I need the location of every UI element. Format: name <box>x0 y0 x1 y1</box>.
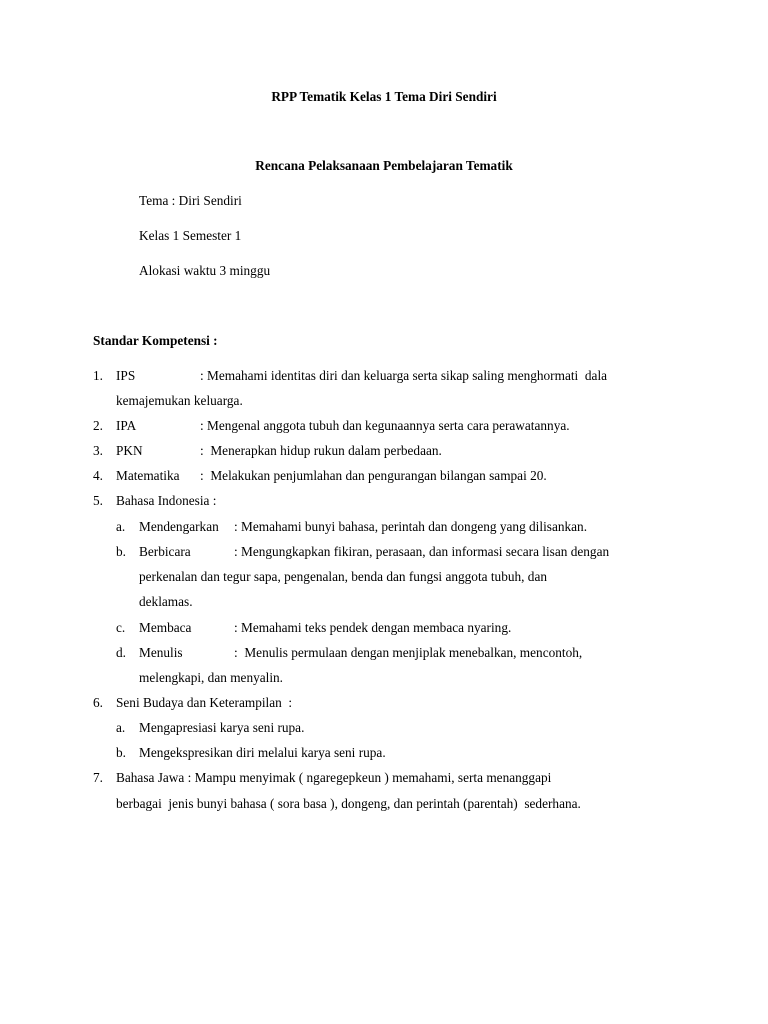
list-item-number: 7. <box>93 770 103 785</box>
list-item-label: Seni Budaya dan Keterampilan : <box>116 695 293 710</box>
section-heading: Standar Kompetensi : <box>93 333 218 348</box>
sub-item-continuation: deklamas. <box>139 594 193 609</box>
list-item-label: IPS <box>116 368 136 383</box>
document-subtitle: Rencana Pelaksanaan Pembelajaran Tematik <box>255 158 513 173</box>
list-item-number: 5. <box>93 493 103 508</box>
list-item-number: 4. <box>93 468 103 483</box>
info-tema: Tema : Diri Sendiri <box>139 193 242 208</box>
sub-item-letter: b. <box>116 544 126 559</box>
info-alokasi: Alokasi waktu 3 minggu <box>139 263 271 278</box>
list-item-text: Bahasa Jawa : Mampu menyimak ( ngaregepkeun ) memahami, serta menanggapi <box>116 770 552 785</box>
sub-item-text: Mengapresiasi karya seni rupa. <box>139 720 305 735</box>
list-item-number: 1. <box>93 368 103 383</box>
sub-item-continuation: perkenalan dan tegur sapa, pengenalan, benda dan fungsi anggota tubuh, dan <box>139 569 547 584</box>
sub-item-text: : Mengungkapkan fikiran, perasaan, dan informasi secara lisan dengan <box>234 544 610 559</box>
sub-item-label: Mendengarkan <box>139 519 219 534</box>
list-item-continuation: kemajemukan keluarga. <box>116 393 243 408</box>
sub-item-label: Berbicara <box>139 544 191 559</box>
list-item-label: IPA <box>116 418 137 433</box>
list-item-label: PKN <box>116 443 143 458</box>
sub-item-continuation: melengkapi, dan menyalin. <box>139 670 284 685</box>
list-item-continuation: berbagai jenis bunyi bahasa ( sora basa ), dongeng, dan perintah (parentah) sederhana. <box>116 796 581 811</box>
sub-item-letter: c. <box>116 620 126 635</box>
sub-item-label: Menulis <box>139 645 183 660</box>
sub-item-text: Mengekspresikan diri melalui karya seni rupa. <box>139 745 386 760</box>
list-item-text: : Memahami identitas diri dan keluarga serta sikap saling menghormati dala <box>200 368 608 383</box>
list-item-text: : Mengenal anggota tubuh dan kegunaannya serta cara perawatannya. <box>200 418 570 433</box>
list-item-label: Matematika <box>116 468 180 483</box>
list-item-text: : Melakukan penjumlahan dan pengurangan bilangan sampai 20. <box>200 468 547 483</box>
info-kelas: Kelas 1 Semester 1 <box>139 228 242 243</box>
list-item-number: 2. <box>93 418 103 433</box>
sub-item-letter: d. <box>116 645 126 660</box>
sub-item-letter: a. <box>116 519 126 534</box>
sub-item-text: : Memahami bunyi bahasa, perintah dan dongeng yang dilisankan. <box>234 519 588 534</box>
sub-item-letter: a. <box>116 720 126 735</box>
sub-item-letter: b. <box>116 745 126 760</box>
list-item-label: Bahasa Indonesia : <box>116 493 217 508</box>
sub-item-label: Membaca <box>139 620 192 635</box>
list-item-number: 3. <box>93 443 103 458</box>
document-title: RPP Tematik Kelas 1 Tema Diri Sendiri <box>271 89 497 104</box>
list-item-number: 6. <box>93 695 103 710</box>
list-item-text: : Menerapkan hidup rukun dalam perbedaan. <box>200 443 442 458</box>
sub-item-text: : Memahami teks pendek dengan membaca nyaring. <box>234 620 512 635</box>
sub-item-text: : Menulis permulaan dengan menjiplak menebalkan, mencontoh, <box>234 645 583 660</box>
